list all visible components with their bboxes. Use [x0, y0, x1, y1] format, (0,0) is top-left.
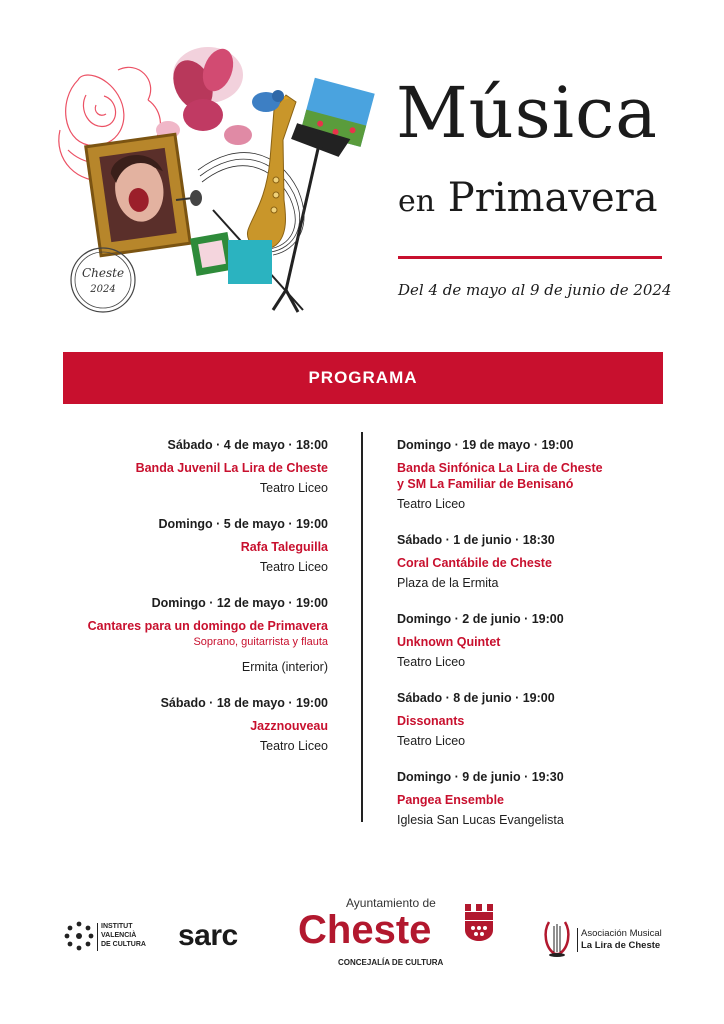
event-performer: Banda Sinfónica La Lira de Cheste [397, 461, 603, 475]
collage-illustration [48, 40, 378, 330]
event-item [28, 438, 328, 495]
event-venue: Teatro Liceo [397, 497, 466, 511]
column-divider [361, 432, 363, 822]
ivc-logo [64, 917, 148, 957]
lira-text-1: Asociación Musical [581, 928, 662, 939]
event-item [397, 533, 697, 590]
event-item [397, 438, 697, 511]
event-item [28, 517, 328, 574]
picture-frame [86, 134, 190, 255]
event-datetime: Sábado · 8 de junio · 19:00 [397, 691, 555, 705]
event-datetime: Domingo · 19 de mayo · 19:00 [397, 438, 574, 452]
ayto-top-text: Ayuntamiento de [346, 896, 436, 910]
magnolia-flowers [156, 45, 252, 145]
event-performer: Pangea Ensemble [397, 793, 504, 807]
event-datetime: Domingo · 5 de mayo · 19:00 [158, 517, 328, 531]
event-performer: Coral Cantábile de Cheste [397, 556, 552, 570]
ivc-text-3: DE CULTURA [101, 941, 146, 948]
ivc-text-2: VALENCIÀ [101, 932, 137, 939]
stamp-text-1: Cheste [81, 266, 125, 280]
event-datetime: Sábado · 18 de mayo · 19:00 [160, 696, 328, 710]
event-venue: Teatro Liceo [259, 481, 328, 495]
event-performer: Rafa Taleguilla [240, 540, 328, 554]
event-venue: Teatro Liceo [259, 739, 328, 753]
ayto-main-text: Cheste [298, 908, 432, 952]
event-performer: Jazznouveau [250, 719, 328, 733]
sarc-logo: sarc [178, 919, 238, 952]
event-item [28, 596, 328, 674]
title-en-primavera [398, 175, 658, 221]
event-datetime: Sábado · 4 de mayo · 18:00 [167, 438, 328, 452]
title-en: en [398, 184, 436, 219]
event-datetime: Domingo · 9 de junio · 19:30 [397, 770, 564, 784]
coat-of-arms-icon [462, 902, 496, 942]
ivc-text-1: INSTITUT [101, 923, 133, 930]
title-underline [398, 256, 662, 259]
event-venue: Teatro Liceo [259, 560, 328, 574]
event-venue: Teatro Liceo [397, 655, 466, 669]
stamp-text-2: 2024 [90, 284, 116, 295]
event-datetime: Domingo · 12 de mayo · 19:00 [151, 596, 328, 610]
event-item [397, 770, 697, 827]
event-performer: Cantares para un domingo de Primavera [87, 619, 328, 633]
saxophone [247, 95, 296, 249]
title-primavera: Primavera [447, 175, 658, 221]
event-note: Soprano, guitarrista y flauta [193, 636, 328, 648]
event-venue: Iglesia San Lucas Evangelista [397, 813, 564, 827]
ayto-bottom-text: CONCEJALÍA DE CULTURA [338, 958, 444, 967]
event-item [28, 696, 328, 753]
title-musica: Música [396, 72, 659, 154]
ivc-icon [64, 921, 94, 951]
event-performer: Unknown Quintet [397, 635, 501, 649]
events-right-column [397, 438, 697, 849]
ayuntamiento-logo [298, 896, 498, 972]
event-venue: Teatro Liceo [397, 734, 466, 748]
event-item [397, 612, 697, 669]
festival-dates: Del 4 de mayo al 9 de junio de 2024 [398, 281, 672, 299]
event-performer: Banda Juvenil La Lira de Cheste [135, 461, 328, 475]
lira-logo [541, 918, 665, 962]
event-venue: Ermita (interior) [241, 660, 328, 674]
event-venue: Plaza de la Ermita [397, 576, 499, 590]
programa-banner: PROGRAMA [63, 352, 663, 404]
event-performer-line2: y SM La Familiar de Benisanó [397, 477, 574, 491]
lyre-icon [541, 918, 573, 958]
events-left-column [28, 438, 328, 775]
cheste-stamp [71, 248, 135, 312]
event-performer: Dissonants [397, 714, 465, 728]
event-datetime: Domingo · 2 de junio · 19:00 [397, 612, 564, 626]
event-item [397, 691, 697, 748]
event-datetime: Sábado · 1 de junio · 18:30 [397, 533, 555, 547]
lira-text-2: La Lira de Cheste [581, 940, 661, 951]
